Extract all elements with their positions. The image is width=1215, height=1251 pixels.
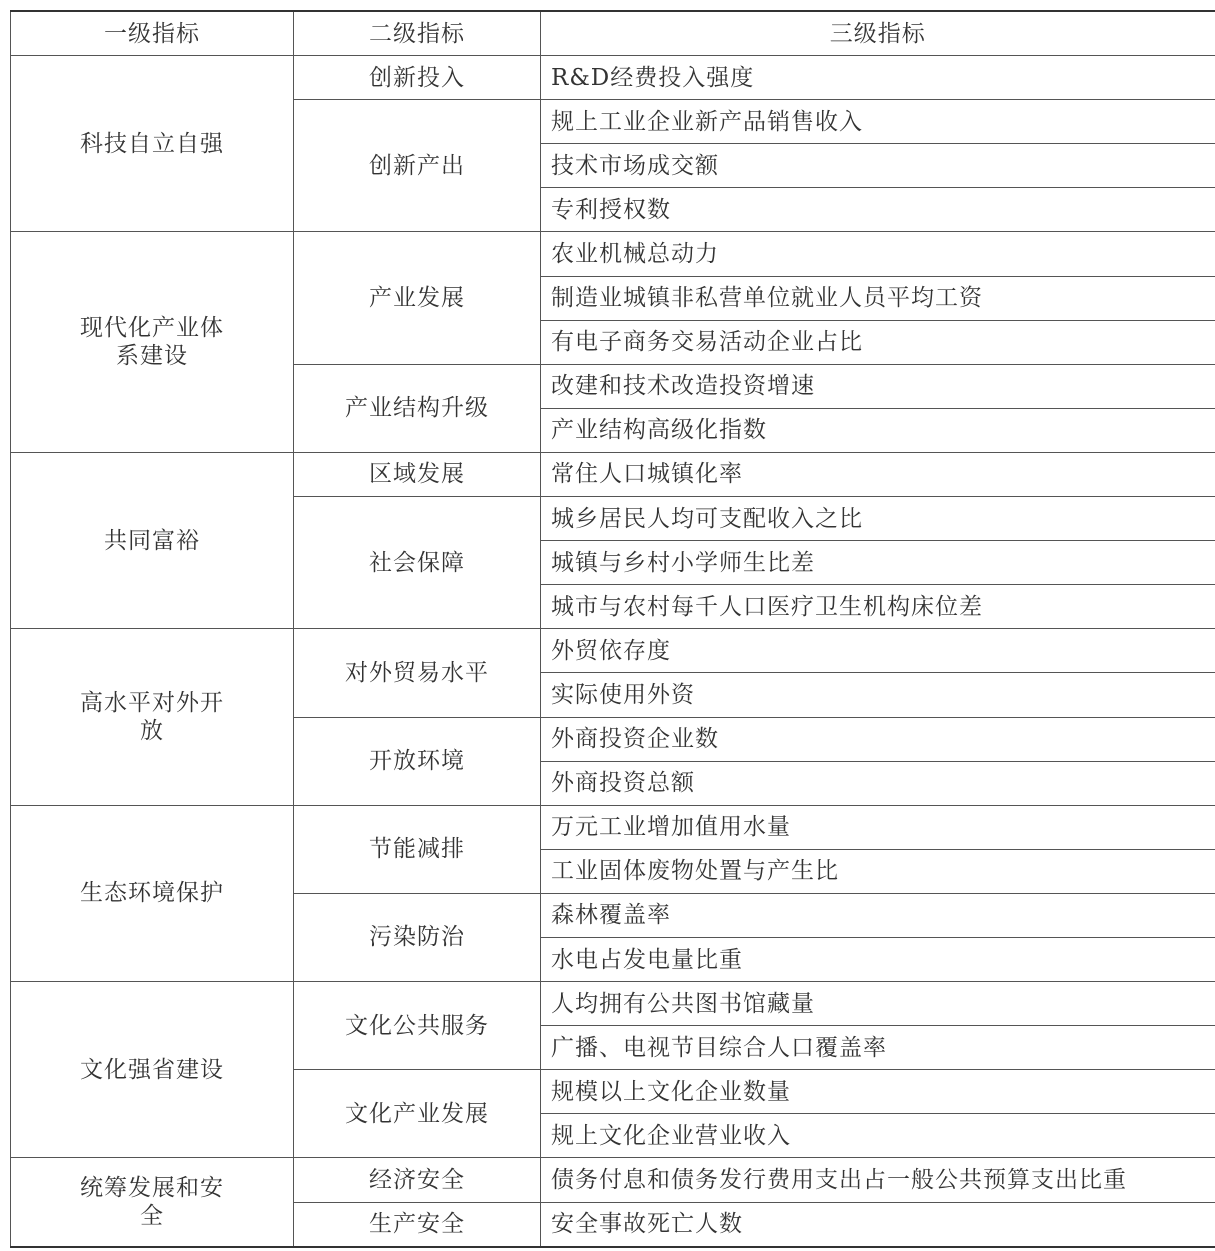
header-level3: 三级指标 bbox=[541, 11, 1215, 56]
level2-indicator: 创新产出 bbox=[294, 100, 541, 232]
level3-indicator: 水电占发电量比重 bbox=[541, 937, 1215, 981]
level1-indicator: 共同富裕 bbox=[11, 452, 294, 628]
level3-indicator: R&D经费投入强度 bbox=[541, 56, 1215, 100]
header-level2: 二级指标 bbox=[294, 11, 541, 56]
level2-indicator: 创新投入 bbox=[294, 56, 541, 100]
table-row bbox=[11, 982, 1215, 1026]
level3-indicator: 外贸依存度 bbox=[541, 629, 1215, 673]
level3-indicator: 安全事故死亡人数 bbox=[541, 1202, 1215, 1247]
level2-indicator: 经济安全 bbox=[294, 1158, 541, 1202]
level3-indicator: 常住人口城镇化率 bbox=[541, 452, 1215, 496]
level3-indicator: 城乡居民人均可支配收入之比 bbox=[541, 497, 1215, 541]
level3-indicator: 广播、电视节目综合人口覆盖率 bbox=[541, 1026, 1215, 1070]
table-row bbox=[11, 629, 1215, 673]
header-level1: 一级指标 bbox=[11, 11, 294, 56]
level2-indicator: 社会保障 bbox=[294, 497, 541, 629]
table-header bbox=[11, 11, 1215, 56]
level3-indicator: 产业结构高级化指数 bbox=[541, 408, 1215, 452]
level3-indicator: 外商投资企业数 bbox=[541, 717, 1215, 761]
level1-indicator: 生态环境保护 bbox=[11, 805, 294, 981]
level3-indicator: 外商投资总额 bbox=[541, 761, 1215, 805]
level2-indicator: 污染防治 bbox=[294, 893, 541, 981]
level3-indicator: 债务付息和债务发行费用支出占一般公共预算支出比重 bbox=[541, 1158, 1215, 1202]
table-row bbox=[11, 232, 1215, 276]
level2-indicator: 对外贸易水平 bbox=[294, 629, 541, 717]
table-row bbox=[11, 805, 1215, 849]
level3-indicator: 城市与农村每千人口医疗卫生机构床位差 bbox=[541, 585, 1215, 629]
level3-indicator: 改建和技术改造投资增速 bbox=[541, 364, 1215, 408]
level3-indicator: 万元工业增加值用水量 bbox=[541, 805, 1215, 849]
table-row bbox=[11, 452, 1215, 496]
header-row bbox=[11, 11, 1215, 56]
level2-indicator: 产业结构升级 bbox=[294, 364, 541, 452]
level3-indicator: 规上工业企业新产品销售收入 bbox=[541, 100, 1215, 144]
table-row bbox=[11, 1158, 1215, 1202]
level3-indicator: 城镇与乡村小学师生比差 bbox=[541, 541, 1215, 585]
level3-indicator: 规模以上文化企业数量 bbox=[541, 1070, 1215, 1114]
level2-indicator: 开放环境 bbox=[294, 717, 541, 805]
level1-indicator: 科技自立自强 bbox=[11, 56, 294, 232]
level1-indicator: 高水平对外开放 bbox=[11, 629, 294, 805]
level3-indicator: 技术市场成交额 bbox=[541, 144, 1215, 188]
level3-indicator: 规上文化企业营业收入 bbox=[541, 1114, 1215, 1158]
level2-indicator: 文化公共服务 bbox=[294, 982, 541, 1070]
level3-indicator: 有电子商务交易活动企业占比 bbox=[541, 320, 1215, 364]
level3-indicator: 实际使用外资 bbox=[541, 673, 1215, 717]
level3-indicator: 制造业城镇非私营单位就业人员平均工资 bbox=[541, 276, 1215, 320]
level3-indicator: 专利授权数 bbox=[541, 188, 1215, 232]
level2-indicator: 区域发展 bbox=[294, 452, 541, 496]
level2-indicator: 文化产业发展 bbox=[294, 1070, 541, 1158]
table-row bbox=[11, 56, 1215, 100]
level3-indicator: 森林覆盖率 bbox=[541, 893, 1215, 937]
level2-indicator: 节能减排 bbox=[294, 805, 541, 893]
table-body bbox=[11, 56, 1215, 1247]
level3-indicator: 农业机械总动力 bbox=[541, 232, 1215, 276]
level2-indicator: 生产安全 bbox=[294, 1202, 541, 1247]
level1-indicator: 文化强省建设 bbox=[11, 982, 294, 1158]
level1-indicator: 现代化产业体系建设 bbox=[11, 232, 294, 452]
indicator-table bbox=[10, 10, 1215, 1248]
level2-indicator: 产业发展 bbox=[294, 232, 541, 364]
level3-indicator: 工业固体废物处置与产生比 bbox=[541, 849, 1215, 893]
level1-indicator: 统筹发展和安全 bbox=[11, 1158, 294, 1247]
level3-indicator: 人均拥有公共图书馆藏量 bbox=[541, 982, 1215, 1026]
